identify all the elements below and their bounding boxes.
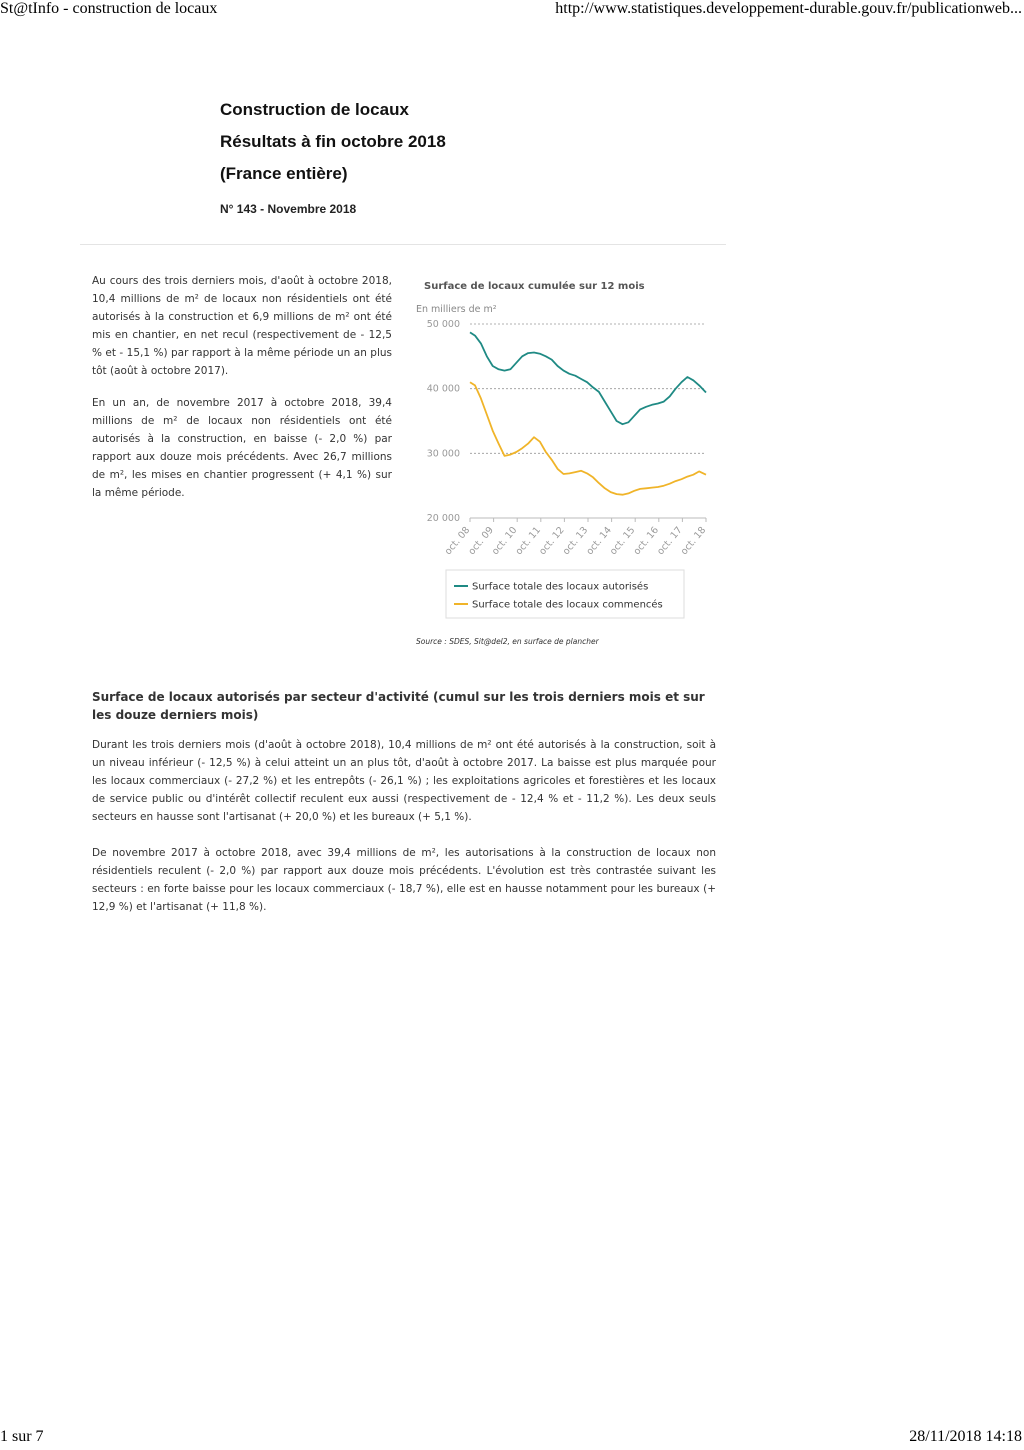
print-footer <box>0 1428 1024 1448</box>
intro-paragraph-1: Au cours des trois derniers mois, d'août à octobre 2018, 10,4 millions de m² de locaux non résidentiels ont été autorisés à la construction et 6,9 millions de m² ont été mis en chantier, en net recul (respectivement de - 12,5 % et - 15,1 %) par rapport à la même période un an plus tôt (août à octobre 2017). <box>92 275 392 377</box>
x-tick-label: oct. 16 <box>631 524 662 558</box>
x-tick-label: oct. 18 <box>678 524 709 558</box>
y-tick-label: 20 000 <box>426 513 460 524</box>
chart-source: Source : SDES, Sit@del2, en surface de plancher <box>416 637 599 646</box>
x-tick-label: oct. 12 <box>537 524 567 558</box>
chart-series <box>470 332 706 494</box>
x-tick-label: oct. 09 <box>466 524 496 558</box>
surface-chart <box>410 272 716 652</box>
title-line-1: Construction de locaux <box>220 100 409 119</box>
series-line-authorized <box>470 332 706 424</box>
section-paragraph-2: De novembre 2017 à octobre 2018, avec 39,4 millions de m², les autorisations à la construction de locaux non résidentiels reculent (- 2,0 %) par rapport aux douze mois précédents. L'évolution est très contrastée suivant les secteurs : en forte baisse pour les locaux commerciaux (- 18,7 %), elle est en hausse notamment pour les bureaux (+ 12,9 %) et l'artisanat (+ 11,8 %). <box>92 847 716 913</box>
page-counter: 1 sur 7 <box>0 1428 44 1445</box>
print-header <box>0 0 1024 20</box>
print-header-title: St@tInfo - construction de locaux <box>0 0 218 17</box>
section-paragraph-1: Durant les trois derniers mois (d'août à octobre 2018), 10,4 millions de m² ont été autorisés à la construction, soit à un niveau inférieur (- 12,5 %) à celui atteint un an plus tôt, d'août à octobre 2017. La baisse est plus marquée pour les locaux commerciaux (- 27,2 %) et les entrepôts (- 26,1 %) ; les exploitations agricoles et forestières et les locaux de service public ou d'intérêt collectif reculent eux aussi (respectivement de - 12,4 % et - 11,2 %). Les deux seuls secteurs en hausse sont l'artisanat (+ 20,0 %) et les bureaux (+ 5,1 %). <box>92 739 716 823</box>
title-line-3: (France entière) <box>220 164 348 183</box>
y-tick-label: 50 000 <box>426 319 460 330</box>
legend-label-authorized: Surface totale des locaux autorisés <box>472 581 649 593</box>
x-tick-label: oct. 15 <box>607 524 638 558</box>
chart-legend <box>446 570 684 618</box>
intro-paragraph-2: En un an, de novembre 2017 à octobre 2018, 39,4 millions de m² de locaux non résidentiels ont été autorisés à la construction, en baisse (- 2,0 %) par rapport aux douze mois précédents. Avec 26,7 millions de m², les mises en chantier progressent (+ 4,1 %) sur la même période. <box>92 397 392 499</box>
y-tick-label: 30 000 <box>426 448 460 460</box>
chart-canvas <box>410 272 716 652</box>
x-tick-label: oct. 08 <box>442 524 473 558</box>
legend-box <box>446 570 684 618</box>
chart-x-ticks <box>443 518 709 557</box>
section-heading: Surface de locaux autorisés par secteur d'activité (cumul sur les trois derniers mois et sur les douze derniers mois) <box>92 690 705 722</box>
legend-label-started: Surface totale des locaux commencés <box>472 599 663 611</box>
series-line-started <box>470 382 706 495</box>
x-tick-label: oct. 14 <box>584 524 614 558</box>
x-tick-label: oct. 11 <box>513 524 544 558</box>
chart-y-axis-label: En milliers de m² <box>416 304 497 315</box>
print-datetime: 28/11/2018 14:18 <box>909 1428 1022 1445</box>
header-divider <box>80 244 726 245</box>
x-tick-label: oct. 17 <box>655 524 685 558</box>
intro-text <box>92 272 392 516</box>
section-body <box>92 736 716 934</box>
chart-gridlines <box>470 324 706 518</box>
issue-number: N° 143 - Novembre 2018 <box>220 202 357 216</box>
chart-title: Surface de locaux cumulée sur 12 mois <box>424 281 645 292</box>
y-tick-label: 40 000 <box>426 383 460 395</box>
chart-y-ticks <box>427 319 460 524</box>
document-title <box>220 94 446 190</box>
x-tick-label: oct. 13 <box>560 524 591 558</box>
print-header-url: http://www.statistiques.developpement-durable.gouv.fr/publicationweb... <box>555 0 1022 17</box>
title-line-2: Résultats à fin octobre 2018 <box>220 132 446 151</box>
x-tick-label: oct. 10 <box>489 524 520 558</box>
